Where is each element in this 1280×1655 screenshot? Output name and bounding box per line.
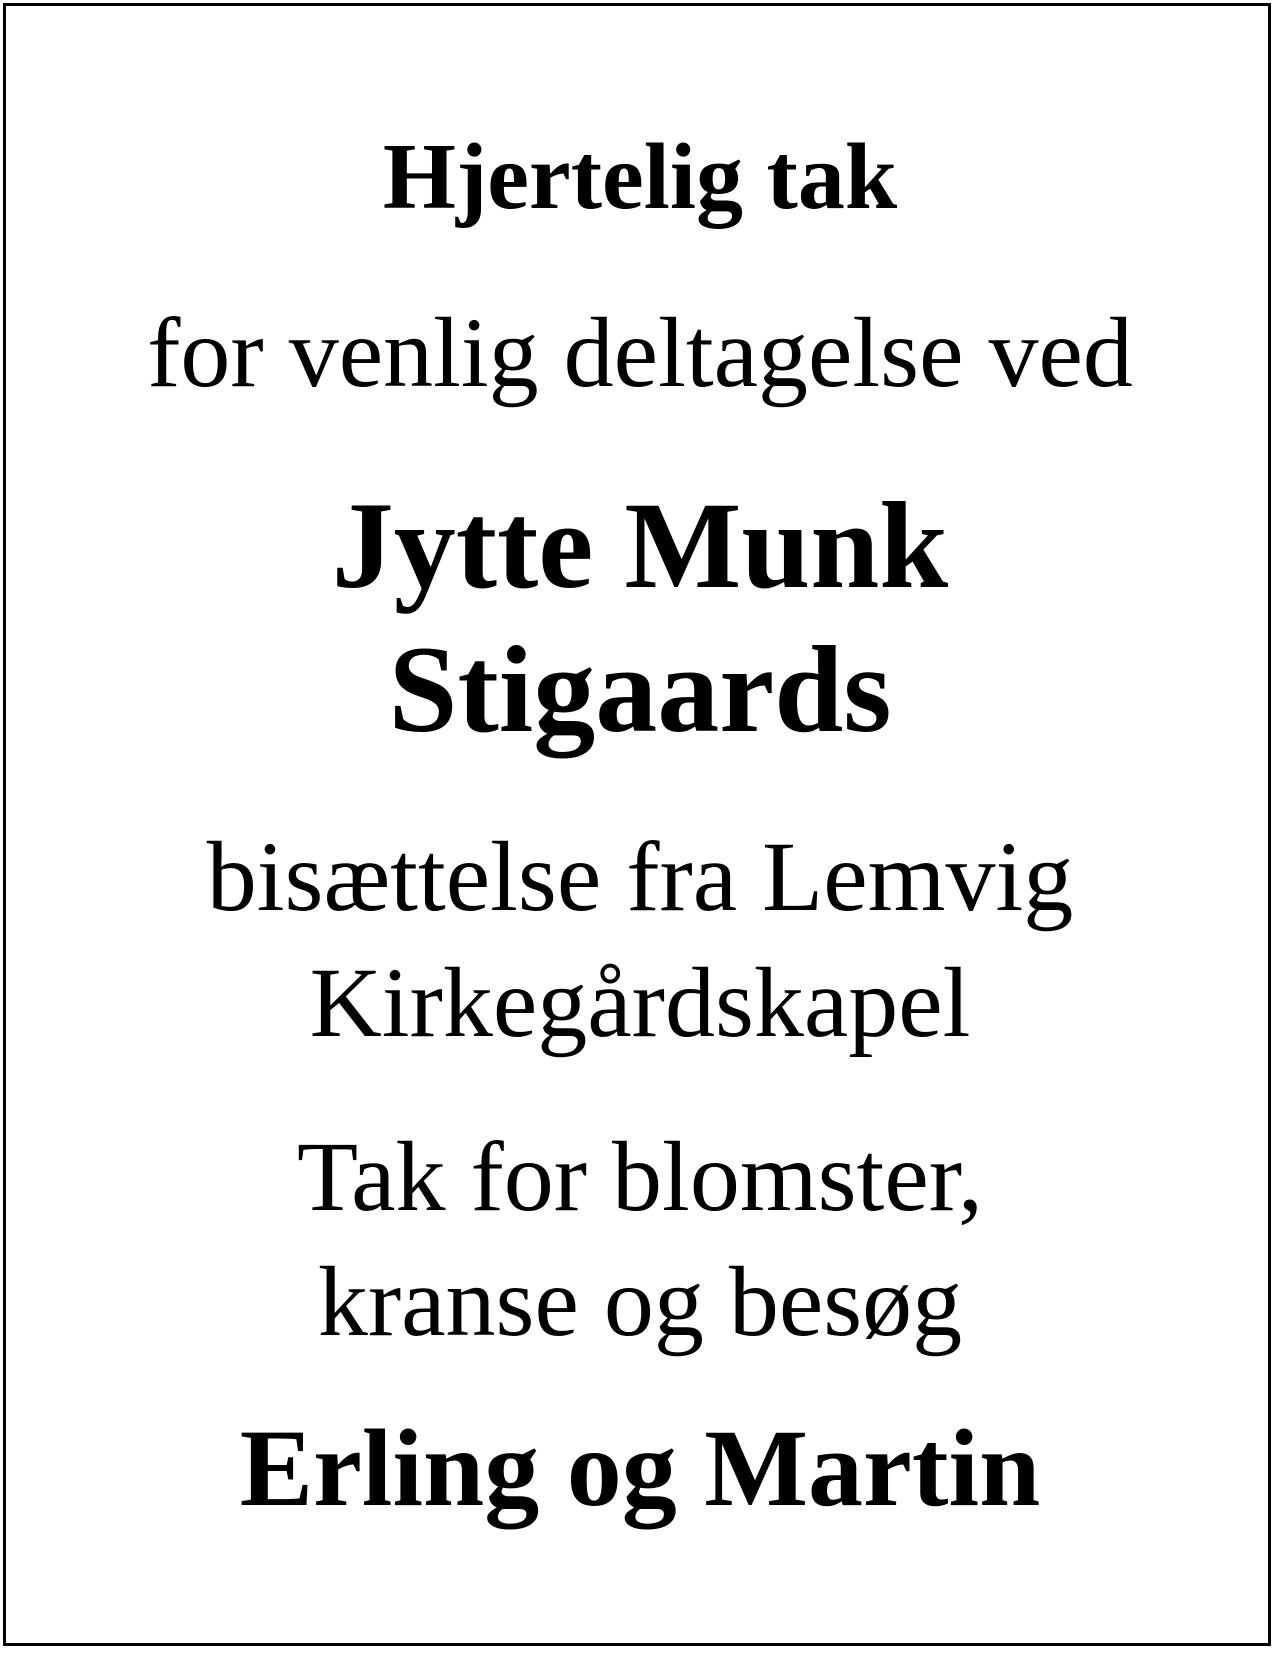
ceremony-line-1: bisættelse fra Lemvig bbox=[206, 821, 1074, 932]
notice-intro: for venlig deltagelse ved bbox=[147, 297, 1133, 408]
deceased-name-line-2: Stigaards bbox=[388, 621, 892, 758]
notice-heading: Hjertelig tak bbox=[382, 125, 898, 229]
thanks-line-2: kranse og besøg bbox=[317, 1246, 963, 1357]
thanks-line-1: Tak for blomster, bbox=[296, 1121, 984, 1232]
ceremony-line-2: Kirkegårdskapel bbox=[309, 947, 971, 1058]
deceased-name-line-1: Jytte Munk bbox=[331, 477, 949, 614]
signature: Erling og Martin bbox=[239, 1407, 1041, 1529]
